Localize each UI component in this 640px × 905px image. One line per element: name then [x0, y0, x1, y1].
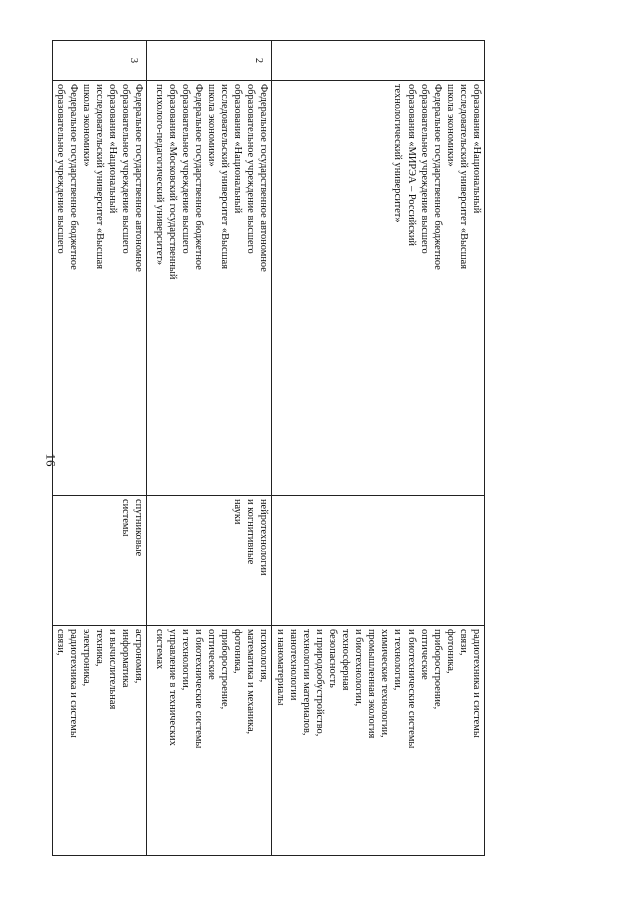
organization-cell: [147, 81, 272, 496]
topic-cell: [272, 496, 485, 626]
text-line: и когнитивные: [245, 499, 257, 565]
topic-cell: [52, 496, 147, 626]
table-row: [272, 41, 485, 856]
text-line: Федеральное государственное автономное: [258, 84, 270, 272]
text-line: образования «Национальный: [232, 84, 244, 214]
organization-cell: [52, 81, 147, 496]
text-line: информатика: [120, 629, 132, 688]
text-line: исследовательский университет «Высшая: [457, 84, 469, 270]
text-line: математика и механика,: [245, 629, 257, 735]
table-row: [52, 41, 147, 856]
text-line: и наноматериалы: [274, 629, 286, 706]
text-line: и биотехнические системы: [193, 629, 205, 749]
text-line: и технологии,: [392, 629, 404, 691]
text-line: химические технологии,: [379, 629, 391, 738]
table-wrapper: [54, 40, 485, 855]
text-line: приборостроение,: [219, 629, 231, 710]
text-line: технологический университет»: [392, 84, 404, 223]
text-line: приборостроение,: [431, 629, 443, 710]
text-line: нанотехнологии: [287, 629, 299, 701]
text-line: и вычислительная: [107, 629, 119, 710]
text-line: образования «МИРЭА – Российский: [405, 84, 417, 246]
text-line: образования «Московский государственный: [166, 84, 178, 280]
text-line: связи,: [54, 629, 66, 656]
text-line: радиотехника и системы: [471, 629, 482, 738]
text-line: оптические: [418, 629, 430, 680]
text-line: оптические: [206, 629, 218, 680]
text-line: и природообустройство,: [313, 629, 325, 737]
text-line: системах: [153, 629, 165, 670]
text-line: науки: [232, 499, 244, 525]
row-number-cell: [272, 41, 485, 81]
areas-cell: [52, 626, 147, 856]
text-line: связи,: [457, 629, 469, 656]
text-line: психология,: [258, 629, 270, 683]
text-line: Федеральное государственное автономное: [133, 84, 145, 272]
text-line: образовательное учреждение высшего: [54, 84, 66, 254]
text-line: безопасность: [326, 629, 338, 688]
text-line: фотоника,: [232, 629, 244, 674]
areas-cell: [147, 626, 272, 856]
page-number: 16: [43, 453, 59, 467]
text-line: и биотехнологии,: [353, 629, 365, 707]
row-number-cell: 2: [147, 41, 272, 81]
text-line: образовательное учреждение высшего: [245, 84, 257, 254]
text-line: Федеральное государственное бюджетное: [431, 84, 443, 270]
table-row: [147, 41, 272, 856]
topic-cell: [147, 496, 272, 626]
text-line: и технологии,: [179, 629, 191, 691]
text-line: фотоника,: [444, 629, 456, 674]
text-line: исследовательский университет «Высшая: [94, 84, 106, 270]
document-table: [52, 40, 485, 856]
text-line: техносферная: [340, 629, 352, 691]
text-line: промышленная экология: [366, 629, 378, 739]
rotated-table-region: [54, 40, 485, 855]
text-line: школа экономики»: [206, 84, 218, 167]
text-line: психолого-педагогический университет»: [153, 84, 165, 266]
text-line: технологии материалов,: [300, 629, 312, 736]
text-line: спутниковые: [133, 499, 145, 557]
text-line: радиотехника и системы: [68, 629, 80, 738]
text-line: Федеральное государственное бюджетное: [68, 84, 80, 270]
text-line: техника,: [94, 629, 106, 667]
text-line: системы: [120, 499, 132, 537]
text-line: Федеральное государственное бюджетное: [193, 84, 205, 270]
organization-cell: [272, 81, 485, 496]
text-line: школа экономики»: [81, 84, 93, 167]
text-line: образования «Национальный: [107, 84, 119, 214]
row-number-cell: 3: [52, 41, 147, 81]
text-line: образовательное учреждение высшего: [120, 84, 132, 254]
text-line: образования «Национальный: [471, 84, 482, 214]
areas-cell: [272, 626, 485, 856]
text-line: и биотехнические системы: [405, 629, 417, 749]
text-line: астрономия,: [133, 629, 145, 684]
text-line: электроника,: [81, 629, 93, 687]
text-line: образовательное учреждение высшего: [418, 84, 430, 254]
text-line: образовательное учреждение высшего: [179, 84, 191, 254]
text-line: нейротехнологии: [258, 499, 270, 576]
text-line: управление в технических: [166, 629, 178, 746]
text-line: школа экономики»: [444, 84, 456, 167]
text-line: исследовательский университет «Высшая: [219, 84, 231, 270]
